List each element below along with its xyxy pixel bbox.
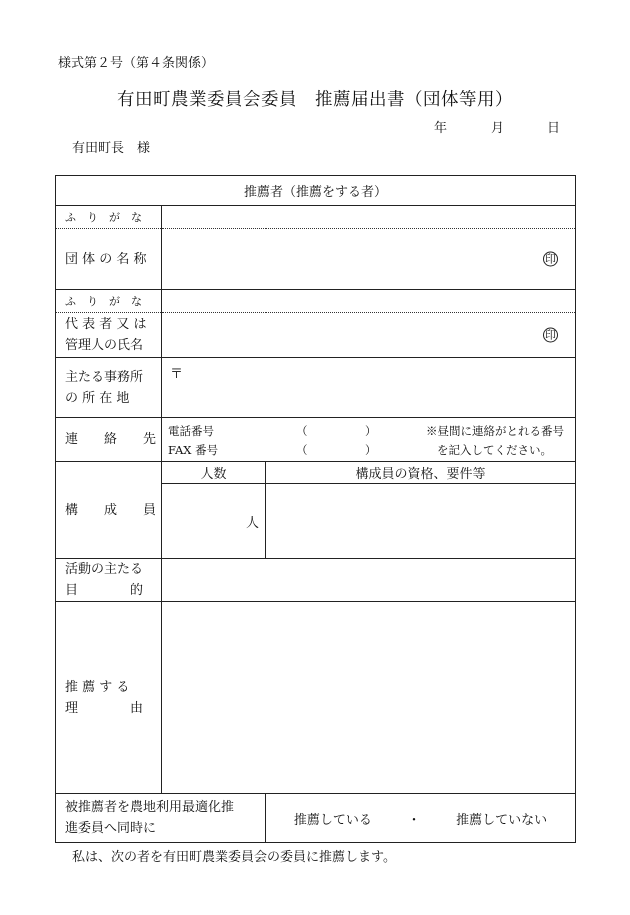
org-name-field[interactable] <box>162 229 576 290</box>
furigana-field-rep[interactable] <box>162 290 576 313</box>
nomination-form-table <box>55 175 576 843</box>
phone-label: 電話番号 <box>168 423 214 438</box>
reason-field[interactable] <box>162 602 576 794</box>
date-day-label: 日 <box>547 121 561 136</box>
form-number: 様式第２号（第４条関係） <box>58 56 215 71</box>
representative-field[interactable] <box>162 313 576 358</box>
purpose-label-line1: 活動の主たる <box>65 562 144 577</box>
contact-label: 連 絡 先 <box>56 418 162 462</box>
contact-note-line2: を記入してください。 <box>437 442 552 457</box>
furigana-label-rep: ふ り が な <box>56 290 162 313</box>
postal-mark: 〒 <box>170 367 184 382</box>
option-not-nominating[interactable]: 推薦していない <box>456 812 548 828</box>
members-label: 構 成 員 <box>56 462 162 559</box>
office-label-line2: の 所 在 地 <box>65 390 130 406</box>
option-nominating[interactable]: 推薦している <box>293 812 372 828</box>
purpose-label-line2: 目 的 <box>65 583 144 598</box>
org-name-label: 団 体 の 名 称 <box>56 229 162 290</box>
members-count-field[interactable] <box>162 484 266 559</box>
option-separator: ・ <box>407 812 421 828</box>
seal-mark: 印 <box>545 328 556 342</box>
phone-paren-close: ） <box>365 423 377 438</box>
furigana-label-org: ふ り が な <box>56 206 162 229</box>
reason-label-line1: 推 薦 す る <box>65 679 130 695</box>
date-year-label: 年 <box>434 121 448 136</box>
declaration-note: 私は、次の者を有田町農業委員会の委員に推薦します。 <box>72 850 396 865</box>
fax-label: FAX 番号 <box>168 442 219 457</box>
seal-mark: 印 <box>545 252 556 266</box>
office-label-line1: 主たる事務所 <box>65 369 144 385</box>
dual-label-line2: 進委員へ同時に <box>65 821 157 836</box>
contact-field[interactable] <box>162 418 576 462</box>
reason-label-line2: 理 由 <box>65 700 144 716</box>
purpose-label <box>56 559 162 602</box>
date-month-label: 月 <box>491 121 505 136</box>
office-address-field[interactable] <box>162 358 576 418</box>
addressee: 有田町長 様 <box>72 141 151 156</box>
representative-label-line2: 管理人の氏名 <box>65 338 144 353</box>
fax-paren-close: ） <box>365 442 377 457</box>
purpose-field[interactable] <box>162 559 576 602</box>
furigana-field-org[interactable] <box>162 206 576 229</box>
members-unit: 人 <box>245 515 259 531</box>
dual-label-line1: 被推薦者を農地利用最適化推 <box>65 800 235 815</box>
contact-note-line1: ※昼間に連絡がとれる番号 <box>426 423 564 438</box>
members-qualification-header: 構成員の資格、要件等 <box>266 462 576 484</box>
members-count-header: 人数 <box>162 462 266 484</box>
dual-nomination-label <box>56 794 266 843</box>
representative-label <box>56 313 162 358</box>
representative-label-line1: 代 表 者 又 は <box>65 317 147 332</box>
section-title: 推薦者（推薦をする者） <box>56 176 576 206</box>
reason-label <box>56 602 162 794</box>
office-address-label <box>56 358 162 418</box>
document-title: 有田町農業委員会委員 推薦届出書（団体等用） <box>117 90 513 110</box>
phone-paren-open: （ <box>296 423 308 438</box>
members-qualification-field[interactable] <box>266 484 576 559</box>
fax-paren-open: （ <box>296 442 308 457</box>
dual-nomination-options <box>266 794 576 843</box>
